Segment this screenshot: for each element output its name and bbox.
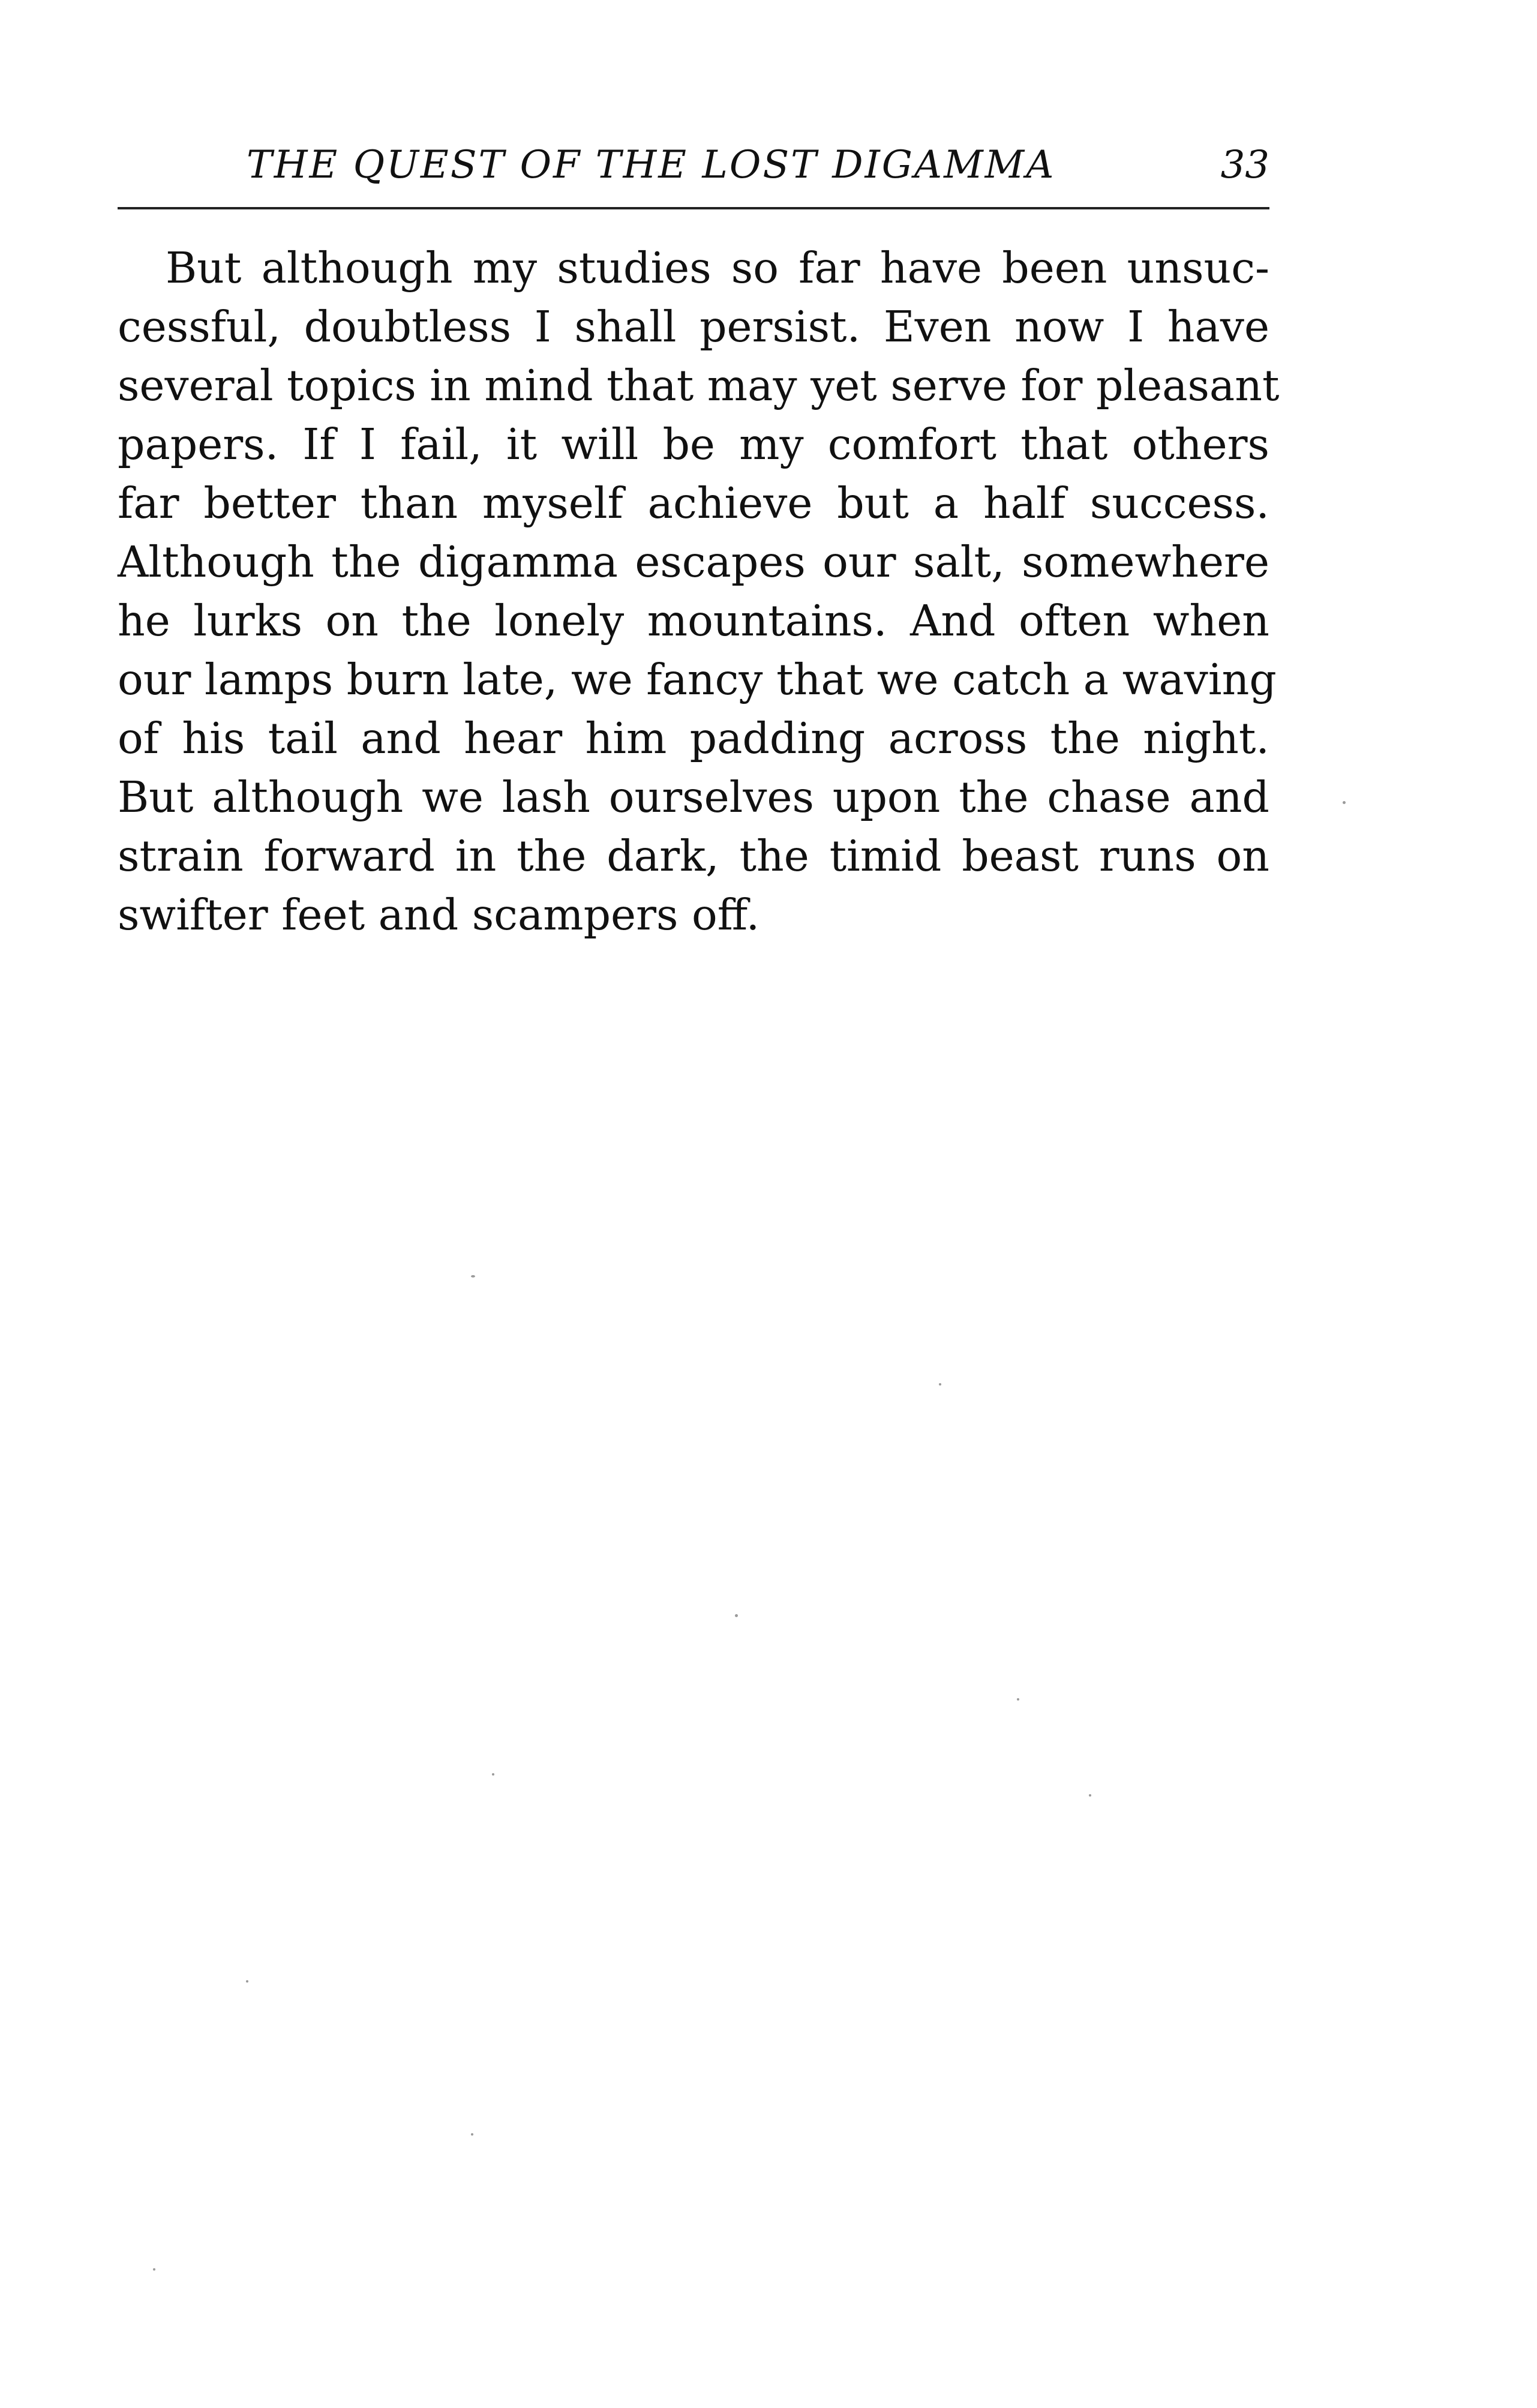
paper-speck bbox=[735, 1614, 738, 1617]
running-head bbox=[118, 143, 1269, 203]
text-line: But although we lash ourselves upon the chase and bbox=[118, 772, 1269, 822]
text-line: strain forward in the dark, the timid beast runs on bbox=[118, 831, 1269, 881]
text-line: But although my studies so far have been unsuc- bbox=[166, 243, 1269, 293]
paper-speck bbox=[153, 2268, 155, 2271]
paper-speck bbox=[471, 2133, 473, 2136]
header-rule bbox=[118, 207, 1269, 209]
text-line: Although the digamma escapes our salt, somewhere bbox=[118, 537, 1269, 587]
paper-speck bbox=[939, 1383, 941, 1386]
paper-speck bbox=[471, 1275, 475, 1278]
text-line: papers. If I fail, it will be my comfort that others bbox=[118, 419, 1269, 469]
text-line: swifter feet and scampers off. bbox=[118, 890, 760, 940]
paper-speck bbox=[1089, 1794, 1091, 1797]
text-line: several topics in mind that may yet serve for pleasant bbox=[118, 361, 1280, 410]
page-number: 33 bbox=[1220, 143, 1269, 187]
paper-speck bbox=[1343, 801, 1346, 804]
paper-speck bbox=[1017, 1698, 1019, 1701]
paper-speck bbox=[492, 1773, 494, 1776]
text-line: our lamps burn late, we fancy that we catch a waving bbox=[118, 655, 1277, 704]
text-line: cessful, doubtless I shall persist. Even now I have bbox=[118, 302, 1269, 352]
text-line: of his tail and hear him padding across the night. bbox=[118, 713, 1269, 763]
text-line: he lurks on the lonely mountains. And often when bbox=[118, 596, 1269, 646]
text-line: far better than myself achieve but a half success. bbox=[118, 478, 1269, 528]
paragraph bbox=[118, 239, 1280, 944]
paper-speck bbox=[246, 1980, 248, 1983]
running-title: THE QUEST OF THE LOST DIGAMMA bbox=[247, 143, 1056, 187]
